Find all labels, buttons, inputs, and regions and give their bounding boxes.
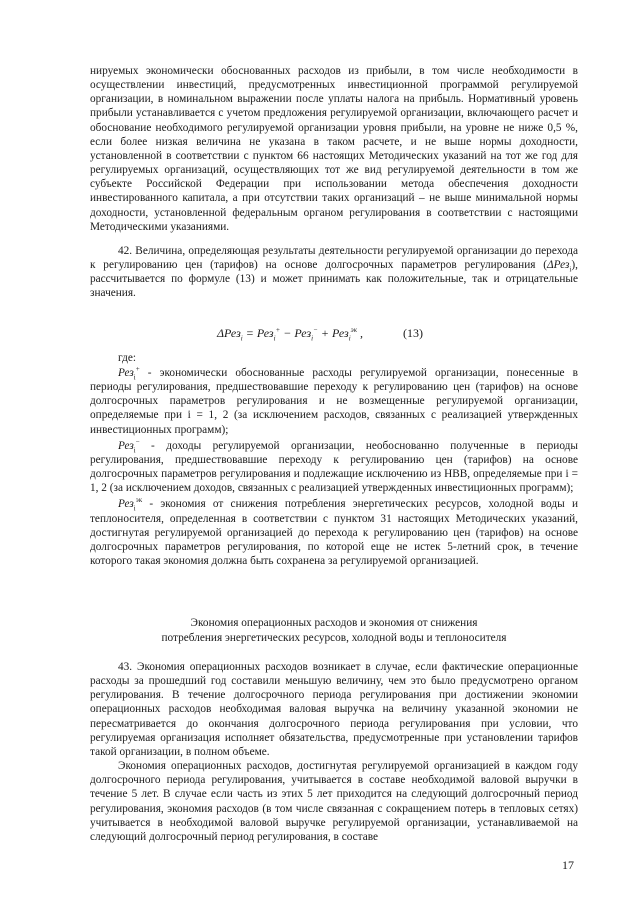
paragraph-text: нируемых экономически обоснованных расходов из прибыли, в том числе необходимости в осуществлении инвестиций, предусмотренных инвестиционной программой регулируемой организации, в номинальном выражении после уплаты налога на прибыль. Нормативный уровень прибыли устанавливается с учетом предложения регулируемой организации, включающего расчет и обоснование необходимого регулируемой организации уровня прибыли, на уровне не ниже 0,5 %, если более низкая величина не указана в таком расчете, и не выше нормы доходности, установленной в соответствии с пунктом 66 настоящих Методических указаний на тот же год для регулируемых организаций, осуществляющих тот же вид регулируемой деятельности в том же субъекте Российской Федерации при использовании метода обеспечения доходности инвестированного капитала, а при отсутствии таких организаций – не выше минимальной нормы доходности, установленной федеральным органом регулирования в соответствии с настоящими Методическими указаниями. [90, 65, 578, 233]
paragraph-continuation [90, 64, 578, 234]
formula-number: (13) [403, 326, 424, 340]
paragraph-text: 43. Экономия операционных расходов возникает в случае, если фактические операционные расходы за прошедший год составили меньшую величину, чем это было предусмотрено органом регулирования. В течение долгосрочного периода регулирования при достижении экономии операционных расходов необходимая валовая выручка на величину указанной экономии не пересматривается до окончания долгосрочного периода регулирования при условии, что регулируемая организация исполняет обязательства, предусмотренные при установлении тарифов такой организации, в полном объеме. [90, 661, 578, 758]
paragraph-42 [90, 244, 578, 301]
definition-item: Рез$_i$− - доходы регулируемой организации, необоснованно полученные в периоды регулирования, предшествовавшие переходу к регулированию цен (тарифов) на основе долгосрочных параметров регулирования и подлежащие исключению из НВВ, определяемые при i = 1, 2 (за исключением доходов, связанных с реализацией утвержденных инвестиционных программ); [90, 438, 578, 495]
definition-item: Рез$_i$+ - экономически обоснованные расходы регулируемой организации, понесенные в периоды регулирования, предшествовавшие переходу к регулированию цен (тарифов) на основе долгосрочных параметров регулирования и не возмещенные регулируемой организации, определяемые при i = 1, 2 (за исключением расходов, связанных с реализацией утвержденных инвестиционных программ); [90, 365, 578, 436]
delta-res-symbol: ΔРез [547, 259, 570, 272]
p42-text-before: 42. Величина, определяющая результаты деятельности регулируемой организации до перехода к регулированию цен (тарифов) на основе долгосрочных параметров регулирования ( [90, 245, 578, 272]
formula-13: ΔРез$_i$ = Рез$_i$+ − Рез$_i$− + Рез$_i^{эк}$ , (13) [216, 326, 424, 343]
heading-line-1: Экономия операционных расходов и экономия от снижения [190, 617, 478, 629]
paragraph-43 [90, 660, 578, 844]
paragraph-text: Экономия операционных расходов, достигнутая регулируемой организацией в каждом году долгосрочного периода регулирования, учитывается в составе необходимой валовой выручки в течение 5 лет. В случае если часть из этих 5 лет приходится на следующий долгосрочный период регулирования, экономия расходов (в том числе связанная с сокращением потерь в тепловых сетях) учитывается в необходимой валовой выручке регулируемой организации, устанавливаемой на следующий долгосрочный период регулирования, в составе [90, 760, 578, 843]
definitions-list [90, 366, 578, 570]
definition-item: Рез$_i^{эк}$ - экономия от снижения потребления энергетических ресурсов, холодной воды и теплоносителя, определенная в соответствии с пунктом 31 настоящих Методических указаний, достигнутая регулируемой организацией до перехода к регулированию цен (тарифов) на основе долгосрочных параметров регулирования, по которой еще не истек 5-летний срок, в течение которого такая экономия должна быть сохранена за регулируемой организацией. [90, 496, 578, 568]
heading-line-2: потребления энергетических ресурсов, холодной воды и теплоносителя [161, 631, 507, 644]
where-label: где: [118, 352, 136, 364]
section-heading [90, 616, 578, 645]
page-number: 17 [562, 858, 574, 872]
delta-res-subscript: i [569, 265, 572, 274]
p42-text-after: ), рассчитывается по формуле (13) и может принимать как положительные, так и отрицательные значения. [90, 259, 578, 300]
